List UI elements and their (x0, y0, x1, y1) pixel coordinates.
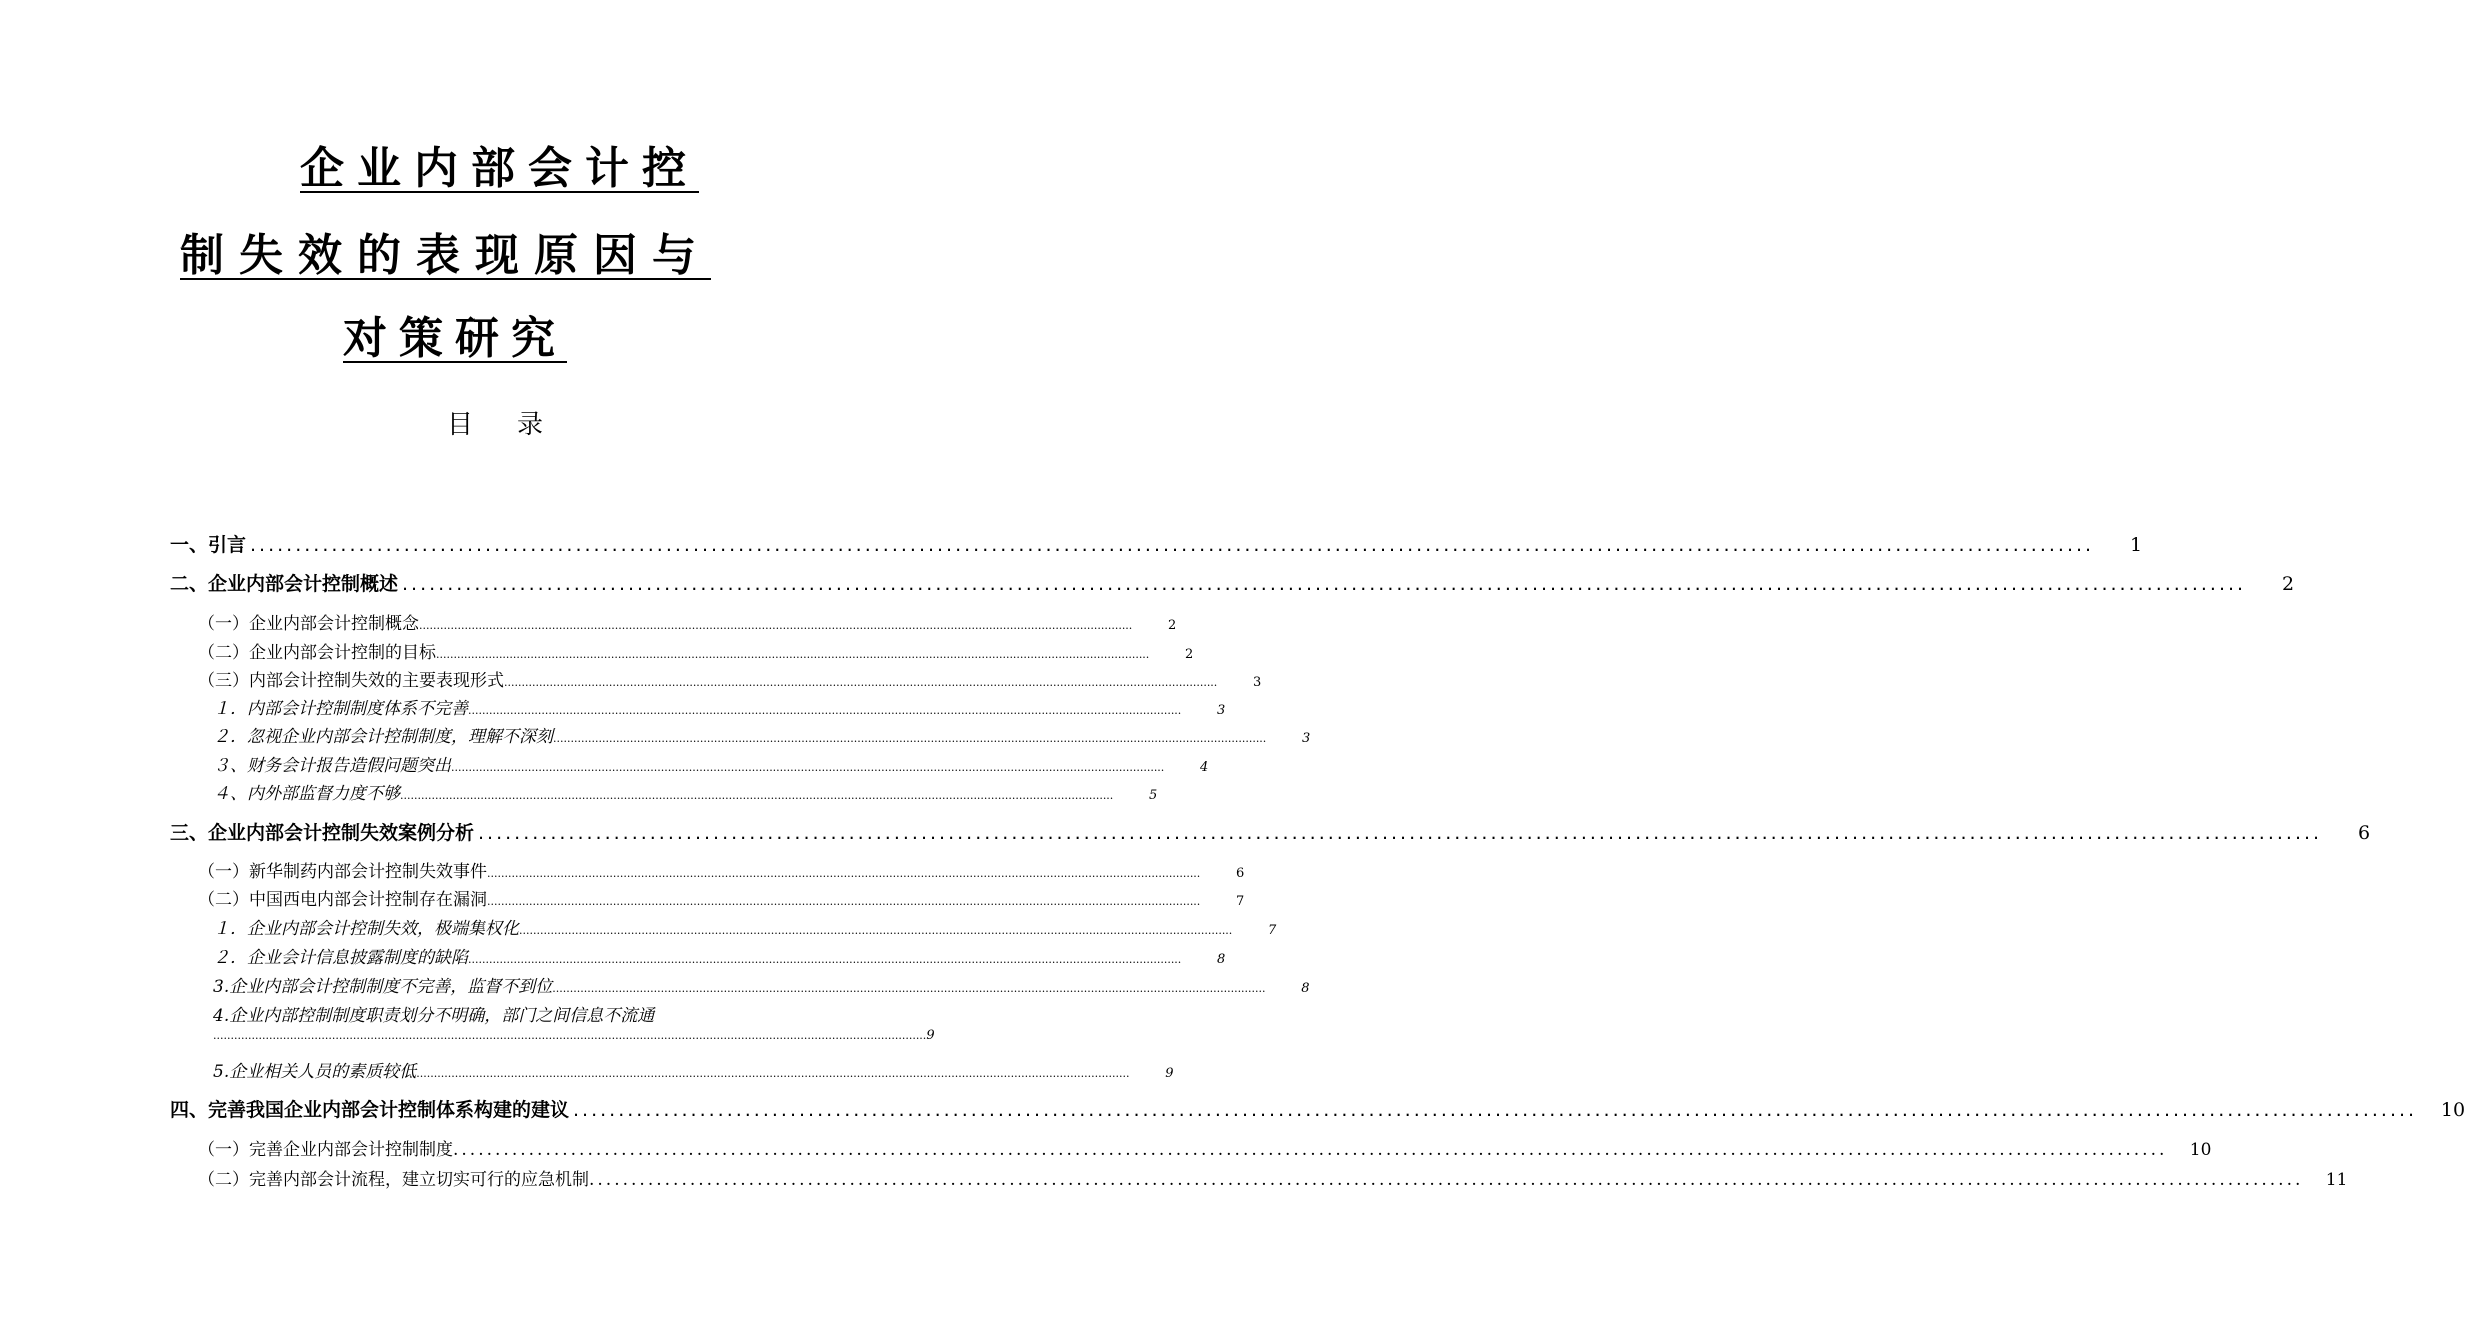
toc-entry[interactable] (198, 1135, 2212, 1160)
toc-entry[interactable] (198, 885, 1245, 910)
toc-entry[interactable] (198, 666, 1262, 691)
toc-entry-page: 8 (1301, 981, 1310, 996)
toc-entry-page: 10 (2189, 1140, 2212, 1160)
toc-entry-label: 四、完善我国企业内部会计控制体系构建的建议 (170, 1099, 570, 1121)
toc-entry-label: （一）企业内部会计控制概念 (198, 614, 419, 634)
toc-entry-label: ４、内外部监督力度不够 (213, 784, 400, 804)
toc-entry-page: 3 (1253, 675, 1262, 690)
document-title-line-1: 企业内部会计控 (300, 143, 699, 194)
toc-entry[interactable] (213, 751, 1209, 776)
toc-entry[interactable] (198, 1165, 2348, 1190)
toc-entry-page: 5 (1149, 788, 1158, 803)
toc-leader: ............................................................................................................................................................................................................ (504, 676, 1218, 689)
toc-leader: ............................................................................................................................................................................................................ (468, 953, 1182, 966)
toc-entry-label: 二、企业内部会计控制概述 (170, 573, 399, 595)
toc-entry-page: 11 (2325, 1170, 2348, 1190)
toc-entry[interactable] (213, 779, 1158, 804)
toc-entry-page: 2 (1185, 647, 1194, 662)
toc-leader: ............................................................................................................................................................................................................ (589, 1170, 2304, 1190)
toc-entry-page: 8 (1217, 952, 1226, 967)
toc-entry-page: 2 (1168, 618, 1177, 633)
toc-entry[interactable] (198, 638, 1194, 663)
toc-entry-page: 2 (2282, 573, 2295, 595)
document-title-line-3: 对策研究 (343, 313, 567, 364)
toc-entry-label: 3.企业内部会计控制制度不完善，监督不到位 (213, 977, 553, 997)
toc-entry-label: 5.企业相关人员的素质较低 (213, 1062, 417, 1082)
toc-entry-page: 10 (2440, 1099, 2465, 1121)
toc-entry-label: ３、财务会计报告造假问题突出 (213, 756, 451, 776)
toc-entry-page: 6 (1236, 866, 1245, 881)
toc-leader: ............................................................................................................................................................................................................ (478, 822, 2323, 844)
toc-entry[interactable] (198, 609, 1177, 634)
toc-entry-page: 4 (1200, 760, 1209, 775)
toc-entry-page: 1 (2130, 534, 2143, 556)
toc-entry-page: 7 (1268, 923, 1277, 938)
toc-entry[interactable] (213, 722, 1311, 747)
toc-entry-label: ２．企业会计信息披露制度的缺陷 (213, 948, 468, 968)
toc-entry-label: （一）完善企业内部会计控制制度 (198, 1140, 453, 1160)
toc-leader: ............................................................................................................................................................................................................ (402, 573, 2247, 595)
toc-entry[interactable] (213, 943, 1226, 968)
toc-leader: ............................................................................................................................................................................................................ (453, 1140, 2168, 1160)
toc-leader: ............................................................................................................................................................................................................ (400, 789, 1114, 802)
toc-leader: ............................................................................................................................................................................................................ (487, 895, 1201, 908)
toc-entry-label: （二）企业内部会计控制的目标 (198, 643, 436, 663)
toc-entry-label: 一、引言 (170, 534, 247, 556)
toc-heading: 目录 (447, 410, 588, 440)
toc-leader: ............................................................................................................................................................................................................ (487, 867, 1201, 880)
toc-leader: ............................................................................................................................................................................................................ (468, 704, 1182, 717)
toc-entry-label: ２．忽视企业内部会计控制制度，理解不深刻 (213, 727, 553, 747)
toc-leader: ............................................................................................................................................................................................................ (553, 732, 1267, 745)
toc-leader: ............................................................................................................................................................................................................ (519, 924, 1233, 937)
toc-entry[interactable] (170, 530, 2143, 557)
toc-entry[interactable] (170, 569, 2295, 596)
toc-leader: ............................................................................................................................................................................................................ (416, 1067, 1130, 1080)
toc-leader: ............................................................................................................................................................................................................ (419, 619, 1133, 632)
toc-entry-page: 9 (1165, 1066, 1174, 1081)
toc-entry[interactable] (170, 818, 2371, 845)
toc-entry-label: １．内部会计控制制度体系不完善 (213, 699, 468, 719)
toc-entry-label: （二）中国西电内部会计控制存在漏洞 (198, 890, 487, 910)
toc-entry-label: 三、企业内部会计控制失效案例分析 (170, 822, 475, 844)
toc-leader: ............................................................................................................................................................................................................ (436, 648, 1150, 661)
toc-entry[interactable] (213, 1057, 1174, 1082)
toc-leader: ............................................................................................................................................................................................................ (552, 982, 1266, 995)
toc-entry[interactable] (213, 914, 1277, 939)
toc-leader: ............................................................................................................................................................................................................ (451, 761, 1165, 774)
toc-entry-page: 7 (1236, 894, 1245, 909)
toc-leader: ............................................................................................................................................................................................................ (213, 1029, 927, 1042)
toc-entry[interactable] (213, 972, 1310, 997)
toc-entry-page: 3 (1217, 703, 1226, 718)
document-title-line-2: 制失效的表现原因与 (180, 230, 711, 281)
toc-entry[interactable] (198, 857, 1245, 882)
toc-leader: ............................................................................................................................................................................................................ (250, 534, 2095, 556)
toc-leader: ............................................................................................................................................................................................................ (573, 1099, 2418, 1121)
toc-entry[interactable] (213, 694, 1226, 719)
toc-entry-page: 9 (926, 1028, 935, 1043)
toc-entry-label: （二）完善内部会计流程，建立切实可行的应急机制 (198, 1170, 589, 1190)
toc-entry-label: （一）新华制药内部会计控制失效事件 (198, 862, 487, 882)
toc-entry-continuation (213, 1028, 935, 1043)
toc-entry-label: １．企业内部会计控制失效，极端集权化 (213, 919, 519, 939)
toc-entry-label[interactable]: 4.企业内部控制制度职责划分不明确，部门之间信息不流通 (213, 1006, 655, 1026)
toc-entry-page: 6 (2358, 822, 2371, 844)
toc-entry[interactable] (170, 1095, 2465, 1122)
toc-entry-page: 3 (1302, 731, 1311, 746)
toc-entry-label: （三）内部会计控制失效的主要表现形式 (198, 671, 504, 691)
